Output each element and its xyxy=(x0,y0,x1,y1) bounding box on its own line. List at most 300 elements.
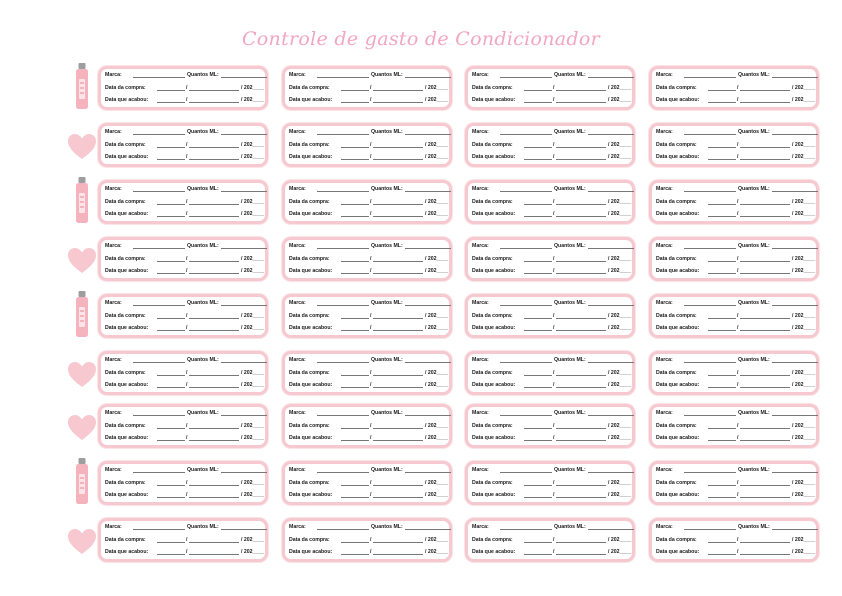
ml-field[interactable] xyxy=(588,529,634,530)
finish-month-field[interactable] xyxy=(556,554,606,555)
finish-day-field[interactable] xyxy=(341,273,369,274)
purchase-date-label: Data da compra: xyxy=(472,423,513,429)
brand-field[interactable] xyxy=(500,191,552,192)
finish-month-field[interactable] xyxy=(740,159,790,160)
date-separator: / xyxy=(553,435,555,441)
brand-field[interactable] xyxy=(133,472,185,473)
finish-month-field[interactable] xyxy=(556,273,606,274)
tracker-card xyxy=(649,66,819,110)
finish-month-field[interactable] xyxy=(189,159,239,160)
finish-month-field[interactable] xyxy=(189,102,239,103)
purchase-day-field[interactable] xyxy=(341,428,369,429)
brand-line xyxy=(472,357,628,367)
finish-year-field: / 202____ xyxy=(792,382,816,388)
finish-day-field[interactable] xyxy=(524,554,552,555)
finish-month-field[interactable] xyxy=(373,273,423,274)
date-separator: / xyxy=(737,325,739,331)
finish-month-field[interactable] xyxy=(740,102,790,103)
finish-day-field[interactable] xyxy=(524,102,552,103)
purchase-day-field[interactable] xyxy=(157,485,185,486)
purchase-month-field[interactable] xyxy=(556,428,606,429)
ml-field[interactable] xyxy=(405,415,451,416)
purchase-month-field[interactable] xyxy=(189,428,239,429)
finish-month-field[interactable] xyxy=(189,216,239,217)
brand-label: Marca: xyxy=(656,410,673,416)
ml-field[interactable] xyxy=(221,529,267,530)
purchase-month-field[interactable] xyxy=(556,204,606,205)
purchase-month-field[interactable] xyxy=(740,542,790,543)
brand-field[interactable] xyxy=(317,415,369,416)
finish-day-field[interactable] xyxy=(708,330,736,331)
purchase-day-field[interactable] xyxy=(341,542,369,543)
finish-month-field[interactable] xyxy=(740,273,790,274)
purchase-month-field[interactable] xyxy=(189,147,239,148)
ml-label: Quantos ML: xyxy=(554,300,586,306)
brand-field[interactable] xyxy=(500,77,552,78)
purchase-day-field[interactable] xyxy=(524,147,552,148)
finish-date-label: Data que acabou: xyxy=(656,382,700,388)
finish-month-field[interactable] xyxy=(373,497,423,498)
purchase-day-field[interactable] xyxy=(708,204,736,205)
ml-field[interactable] xyxy=(588,305,634,306)
finish-day-field[interactable] xyxy=(708,440,736,441)
finish-day-field[interactable] xyxy=(157,216,185,217)
finish-year-field: / 202____ xyxy=(241,154,265,160)
purchase-month-field[interactable] xyxy=(556,261,606,262)
finish-month-field[interactable] xyxy=(740,216,790,217)
finish-month-field[interactable] xyxy=(189,440,239,441)
purchase-date-line xyxy=(656,256,816,266)
purchase-date-label: Data da compra: xyxy=(472,256,513,262)
purchase-month-field[interactable] xyxy=(556,542,606,543)
purchase-month-field[interactable] xyxy=(556,375,606,376)
ml-field[interactable] xyxy=(221,472,267,473)
finish-day-field[interactable] xyxy=(341,330,369,331)
purchase-day-field[interactable] xyxy=(708,318,736,319)
purchase-year-field: / 202____ xyxy=(425,199,449,205)
finish-month-field[interactable] xyxy=(556,440,606,441)
purchase-month-field[interactable] xyxy=(373,90,423,91)
finish-year-field: / 202____ xyxy=(792,435,816,441)
ml-label: Quantos ML: xyxy=(371,72,403,78)
ml-field[interactable] xyxy=(772,134,818,135)
brand-field[interactable] xyxy=(317,529,369,530)
ml-field[interactable] xyxy=(405,362,451,363)
date-separator: / xyxy=(553,325,555,331)
purchase-month-field[interactable] xyxy=(189,542,239,543)
finish-day-field[interactable] xyxy=(341,440,369,441)
finish-month-field[interactable] xyxy=(373,440,423,441)
purchase-day-field[interactable] xyxy=(524,542,552,543)
brand-line xyxy=(656,129,812,139)
ml-field[interactable] xyxy=(588,472,634,473)
finish-day-field[interactable] xyxy=(524,440,552,441)
purchase-date-label: Data da compra: xyxy=(472,85,513,91)
purchase-day-field[interactable] xyxy=(708,485,736,486)
brand-line xyxy=(105,467,261,477)
ml-field[interactable] xyxy=(772,191,818,192)
purchase-date-line xyxy=(105,313,265,323)
brand-line xyxy=(472,186,628,196)
ml-field[interactable] xyxy=(772,305,818,306)
finish-month-field[interactable] xyxy=(556,102,606,103)
finish-month-field[interactable] xyxy=(740,497,790,498)
finish-month-field[interactable] xyxy=(373,330,423,331)
finish-year-field: / 202____ xyxy=(792,154,816,160)
finish-month-field[interactable] xyxy=(189,554,239,555)
finish-day-field[interactable] xyxy=(708,216,736,217)
purchase-month-field[interactable] xyxy=(189,375,239,376)
brand-field[interactable] xyxy=(684,415,736,416)
ml-field[interactable] xyxy=(221,415,267,416)
purchase-day-field[interactable] xyxy=(157,375,185,376)
finish-date-line xyxy=(656,435,816,445)
ml-label: Quantos ML: xyxy=(554,72,586,78)
finish-day-field[interactable] xyxy=(708,273,736,274)
purchase-day-field[interactable] xyxy=(157,90,185,91)
finish-month-field[interactable] xyxy=(373,554,423,555)
ml-field[interactable] xyxy=(772,248,818,249)
brand-field[interactable] xyxy=(317,472,369,473)
ml-field[interactable] xyxy=(772,77,818,78)
purchase-day-field[interactable] xyxy=(708,375,736,376)
purchase-date-line xyxy=(472,256,632,266)
finish-day-field[interactable] xyxy=(524,330,552,331)
brand-field[interactable] xyxy=(500,362,552,363)
brand-field[interactable] xyxy=(133,77,185,78)
purchase-date-label: Data da compra: xyxy=(289,423,330,429)
finish-day-field[interactable] xyxy=(157,273,185,274)
date-separator: / xyxy=(553,370,555,376)
ml-label: Quantos ML: xyxy=(554,410,586,416)
tracker-card xyxy=(98,237,268,281)
brand-field[interactable] xyxy=(500,134,552,135)
brand-field[interactable] xyxy=(684,134,736,135)
brand-field[interactable] xyxy=(133,248,185,249)
finish-date-label: Data que acabou: xyxy=(472,268,516,274)
heart-icon xyxy=(66,351,98,401)
brand-field[interactable] xyxy=(133,529,185,530)
purchase-year-field: / 202____ xyxy=(241,480,265,486)
brand-field[interactable] xyxy=(684,191,736,192)
ml-label: Quantos ML: xyxy=(371,129,403,135)
purchase-year-field: / 202____ xyxy=(792,480,816,486)
finish-month-field[interactable] xyxy=(740,554,790,555)
purchase-day-field[interactable] xyxy=(341,485,369,486)
brand-field[interactable] xyxy=(133,191,185,192)
purchase-month-field[interactable] xyxy=(556,147,606,148)
purchase-month-field[interactable] xyxy=(373,485,423,486)
finish-year-field: / 202____ xyxy=(241,435,265,441)
finish-day-field[interactable] xyxy=(157,102,185,103)
brand-label: Marca: xyxy=(656,243,673,249)
finish-month-field[interactable] xyxy=(373,159,423,160)
finish-date-line xyxy=(105,382,265,392)
brand-field[interactable] xyxy=(317,305,369,306)
finish-year-field: / 202____ xyxy=(792,492,816,498)
purchase-month-field[interactable] xyxy=(740,485,790,486)
finish-day-field[interactable] xyxy=(708,387,736,388)
finish-month-field[interactable] xyxy=(740,330,790,331)
ml-field[interactable] xyxy=(588,362,634,363)
ml-field[interactable] xyxy=(221,305,267,306)
finish-year-field: / 202____ xyxy=(608,549,632,555)
finish-year-field: / 202____ xyxy=(608,492,632,498)
finish-day-field[interactable] xyxy=(341,554,369,555)
finish-date-label: Data que acabou: xyxy=(656,211,700,217)
ml-field[interactable] xyxy=(588,191,634,192)
ml-label: Quantos ML: xyxy=(554,467,586,473)
tracker-card xyxy=(649,294,819,338)
ml-field[interactable] xyxy=(588,134,634,135)
finish-date-line xyxy=(656,97,816,107)
ml-field[interactable] xyxy=(405,248,451,249)
brand-field[interactable] xyxy=(133,305,185,306)
finish-month-field[interactable] xyxy=(740,440,790,441)
purchase-month-field[interactable] xyxy=(740,204,790,205)
purchase-day-field[interactable] xyxy=(524,428,552,429)
brand-field[interactable] xyxy=(317,248,369,249)
purchase-year-field: / 202____ xyxy=(425,423,449,429)
purchase-date-line xyxy=(105,85,265,95)
purchase-month-field[interactable] xyxy=(740,147,790,148)
date-separator: / xyxy=(186,382,188,388)
brand-field[interactable] xyxy=(500,529,552,530)
ml-field[interactable] xyxy=(405,305,451,306)
date-separator: / xyxy=(370,199,372,205)
finish-day-field[interactable] xyxy=(157,440,185,441)
purchase-day-field[interactable] xyxy=(157,542,185,543)
finish-day-field[interactable] xyxy=(708,497,736,498)
purchase-month-field[interactable] xyxy=(189,261,239,262)
purchase-year-field: / 202____ xyxy=(608,480,632,486)
purchase-month-field[interactable] xyxy=(740,90,790,91)
purchase-date-label: Data da compra: xyxy=(656,423,697,429)
purchase-day-field[interactable] xyxy=(708,261,736,262)
purchase-day-field[interactable] xyxy=(524,318,552,319)
purchase-day-field[interactable] xyxy=(157,204,185,205)
brand-field[interactable] xyxy=(684,305,736,306)
brand-field[interactable] xyxy=(317,191,369,192)
finish-day-field[interactable] xyxy=(157,387,185,388)
purchase-day-field[interactable] xyxy=(341,375,369,376)
finish-day-field[interactable] xyxy=(524,159,552,160)
brand-field[interactable] xyxy=(500,415,552,416)
finish-date-line xyxy=(289,154,449,164)
ml-field[interactable] xyxy=(221,77,267,78)
brand-field[interactable] xyxy=(317,362,369,363)
purchase-month-field[interactable] xyxy=(740,375,790,376)
purchase-day-field[interactable] xyxy=(341,147,369,148)
finish-month-field[interactable] xyxy=(189,387,239,388)
purchase-day-field[interactable] xyxy=(524,375,552,376)
date-separator: / xyxy=(553,256,555,262)
purchase-month-field[interactable] xyxy=(189,204,239,205)
purchase-month-field[interactable] xyxy=(740,261,790,262)
ml-field[interactable] xyxy=(221,248,267,249)
finish-day-field[interactable] xyxy=(708,159,736,160)
purchase-month-field[interactable] xyxy=(740,428,790,429)
purchase-day-field[interactable] xyxy=(341,90,369,91)
purchase-month-field[interactable] xyxy=(373,204,423,205)
purchase-month-field[interactable] xyxy=(373,375,423,376)
purchase-day-field[interactable] xyxy=(708,542,736,543)
purchase-day-field[interactable] xyxy=(708,428,736,429)
brand-field[interactable] xyxy=(684,472,736,473)
purchase-day-field[interactable] xyxy=(157,261,185,262)
purchase-month-field[interactable] xyxy=(373,147,423,148)
ml-field[interactable] xyxy=(588,248,634,249)
finish-day-field[interactable] xyxy=(524,387,552,388)
finish-month-field[interactable] xyxy=(373,216,423,217)
finish-day-field[interactable] xyxy=(524,216,552,217)
date-separator: / xyxy=(553,142,555,148)
brand-field[interactable] xyxy=(684,529,736,530)
ml-field[interactable] xyxy=(772,529,818,530)
purchase-date-line xyxy=(289,370,449,380)
finish-year-field: / 202____ xyxy=(608,325,632,331)
ml-field[interactable] xyxy=(588,415,634,416)
date-separator: / xyxy=(370,549,372,555)
brand-line xyxy=(472,243,628,253)
ml-field[interactable] xyxy=(772,415,818,416)
finish-day-field[interactable] xyxy=(341,387,369,388)
purchase-day-field[interactable] xyxy=(157,147,185,148)
purchase-day-field[interactable] xyxy=(341,261,369,262)
finish-day-field[interactable] xyxy=(341,159,369,160)
finish-month-field[interactable] xyxy=(556,497,606,498)
purchase-day-field[interactable] xyxy=(341,318,369,319)
finish-date-line xyxy=(656,492,816,502)
finish-month-field[interactable] xyxy=(189,330,239,331)
finish-day-field[interactable] xyxy=(157,554,185,555)
purchase-month-field[interactable] xyxy=(373,318,423,319)
purchase-year-field: / 202____ xyxy=(792,142,816,148)
ml-field[interactable] xyxy=(772,472,818,473)
brand-field[interactable] xyxy=(500,248,552,249)
purchase-date-label: Data da compra: xyxy=(472,537,513,543)
date-separator: / xyxy=(553,268,555,274)
finish-day-field[interactable] xyxy=(341,216,369,217)
ml-field[interactable] xyxy=(221,362,267,363)
ml-field[interactable] xyxy=(221,134,267,135)
purchase-day-field[interactable] xyxy=(524,485,552,486)
purchase-day-field[interactable] xyxy=(524,204,552,205)
finish-day-field[interactable] xyxy=(524,497,552,498)
finish-day-field[interactable] xyxy=(524,273,552,274)
tracker-card xyxy=(465,180,635,224)
finish-day-field[interactable] xyxy=(157,330,185,331)
date-separator: / xyxy=(186,549,188,555)
ml-label: Quantos ML: xyxy=(371,410,403,416)
purchase-month-field[interactable] xyxy=(373,261,423,262)
finish-month-field[interactable] xyxy=(373,102,423,103)
purchase-year-field: / 202____ xyxy=(608,313,632,319)
purchase-month-field[interactable] xyxy=(556,485,606,486)
date-separator: / xyxy=(370,142,372,148)
ml-field[interactable] xyxy=(221,191,267,192)
finish-day-field[interactable] xyxy=(157,159,185,160)
purchase-date-label: Data da compra: xyxy=(472,199,513,205)
purchase-month-field[interactable] xyxy=(556,90,606,91)
finish-month-field[interactable] xyxy=(556,216,606,217)
finish-year-field: / 202____ xyxy=(241,325,265,331)
brand-field[interactable] xyxy=(684,77,736,78)
purchase-month-field[interactable] xyxy=(189,90,239,91)
finish-day-field[interactable] xyxy=(708,554,736,555)
purchase-month-field[interactable] xyxy=(189,318,239,319)
purchase-day-field[interactable] xyxy=(524,90,552,91)
finish-day-field[interactable] xyxy=(341,102,369,103)
date-separator: / xyxy=(737,97,739,103)
ml-field[interactable] xyxy=(405,191,451,192)
purchase-date-label: Data da compra: xyxy=(105,256,146,262)
purchase-day-field[interactable] xyxy=(157,318,185,319)
finish-day-field[interactable] xyxy=(341,497,369,498)
purchase-day-field[interactable] xyxy=(341,204,369,205)
purchase-day-field[interactable] xyxy=(708,147,736,148)
brand-field[interactable] xyxy=(317,134,369,135)
ml-field[interactable] xyxy=(405,529,451,530)
ml-field[interactable] xyxy=(588,77,634,78)
finish-day-field[interactable] xyxy=(157,497,185,498)
finish-date-line xyxy=(472,97,632,107)
tracker-card xyxy=(465,66,635,110)
finish-month-field[interactable] xyxy=(740,387,790,388)
purchase-month-field[interactable] xyxy=(373,542,423,543)
finish-month-field[interactable] xyxy=(556,159,606,160)
finish-month-field[interactable] xyxy=(556,330,606,331)
purchase-year-field: / 202____ xyxy=(241,423,265,429)
purchase-day-field[interactable] xyxy=(524,261,552,262)
purchase-year-field: / 202____ xyxy=(792,423,816,429)
purchase-year-field: / 202____ xyxy=(608,199,632,205)
finish-month-field[interactable] xyxy=(556,387,606,388)
purchase-month-field[interactable] xyxy=(740,318,790,319)
purchase-month-field[interactable] xyxy=(373,428,423,429)
purchase-month-field[interactable] xyxy=(556,318,606,319)
date-separator: / xyxy=(370,313,372,319)
ml-field[interactable] xyxy=(772,362,818,363)
brand-field[interactable] xyxy=(500,472,552,473)
finish-month-field[interactable] xyxy=(189,497,239,498)
brand-field[interactable] xyxy=(133,362,185,363)
brand-field[interactable] xyxy=(684,248,736,249)
ml-field[interactable] xyxy=(405,77,451,78)
brand-field[interactable] xyxy=(684,362,736,363)
ml-field[interactable] xyxy=(405,134,451,135)
purchase-day-field[interactable] xyxy=(708,90,736,91)
finish-day-field[interactable] xyxy=(708,102,736,103)
date-separator: / xyxy=(186,325,188,331)
finish-date-line xyxy=(656,211,816,221)
purchase-day-field[interactable] xyxy=(157,428,185,429)
brand-field[interactable] xyxy=(133,134,185,135)
brand-label: Marca: xyxy=(105,72,122,78)
finish-year-field: / 202____ xyxy=(425,154,449,160)
finish-month-field[interactable] xyxy=(373,387,423,388)
date-separator: / xyxy=(370,370,372,376)
brand-field[interactable] xyxy=(317,77,369,78)
purchase-month-field[interactable] xyxy=(189,485,239,486)
ml-field[interactable] xyxy=(405,472,451,473)
brand-field[interactable] xyxy=(133,415,185,416)
finish-date-label: Data que acabou: xyxy=(105,549,149,555)
brand-field[interactable] xyxy=(500,305,552,306)
date-separator: / xyxy=(186,537,188,543)
finish-month-field[interactable] xyxy=(189,273,239,274)
finish-date-label: Data que acabou: xyxy=(656,268,700,274)
